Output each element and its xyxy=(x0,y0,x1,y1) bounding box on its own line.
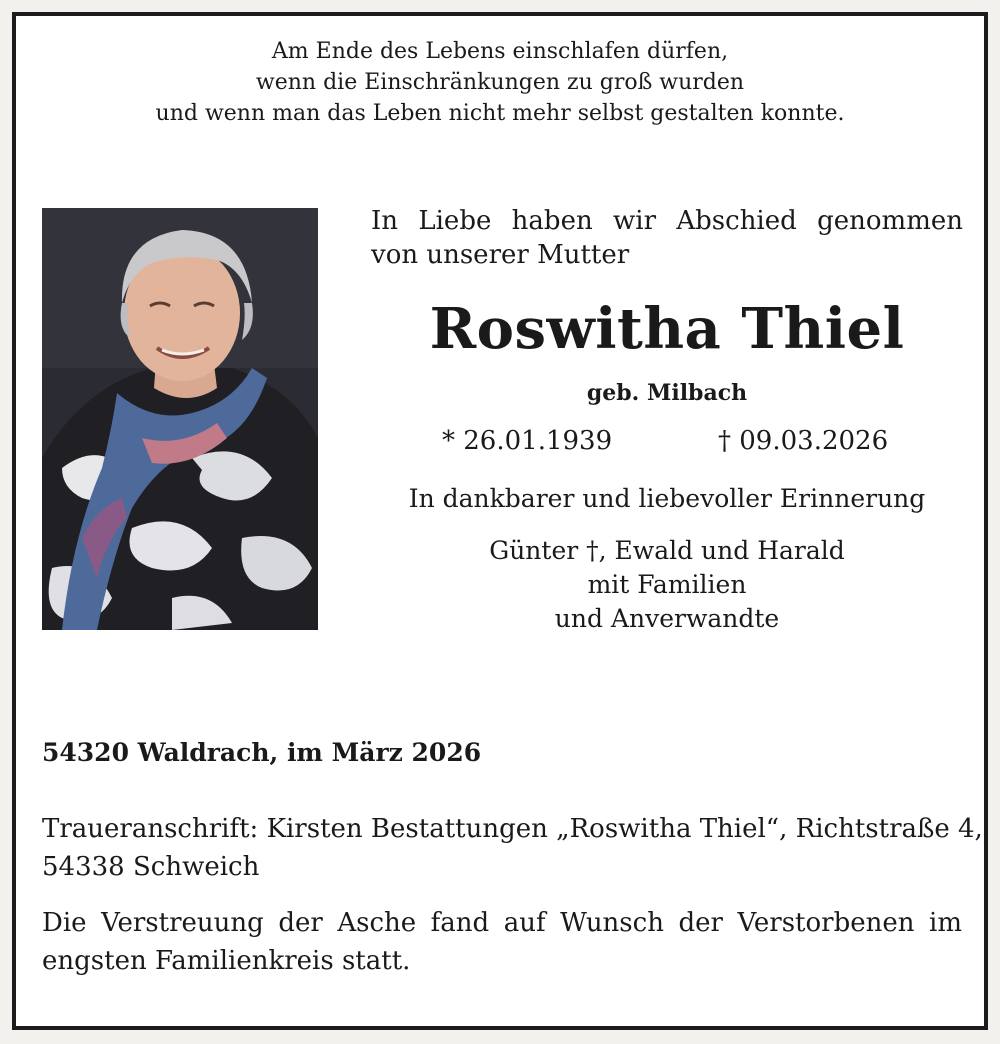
maiden-name: geb. Milbach xyxy=(586,380,748,406)
poem-line-2: wenn die Einschränkungen zu groß wurden xyxy=(255,70,745,95)
birth-date: * 26.01.1939 xyxy=(442,426,613,456)
family-signature xyxy=(371,534,963,636)
remembrance-line: In dankbarer und liebevoller Erinnerung xyxy=(408,484,926,513)
poem-line-1: Am Ende des Lebens einschlafen dürfen, xyxy=(271,39,729,64)
place-name: 54320 Waldrach xyxy=(42,738,270,767)
ashes-line-2: engsten Familienkreis statt. xyxy=(42,946,411,976)
poem-line-3: und wenn man das Leben nicht mehr selbst gestalten konnte. xyxy=(155,101,845,126)
address-line-1: Traueranschrift: Kirsten Bestattungen „Roswitha Thiel“, Richtstraße 4, xyxy=(42,814,983,844)
opening-poem xyxy=(16,36,984,129)
intro-line-2: von unserer Mutter xyxy=(371,240,630,270)
ashes-notice xyxy=(42,904,962,980)
place-date xyxy=(42,738,481,767)
obituary-card xyxy=(12,12,988,1030)
intro-text xyxy=(371,204,963,272)
family-line-1: Günter †, Ewald und Harald xyxy=(489,536,845,565)
family-line-3: und Anverwandte xyxy=(554,604,780,633)
deceased-name: Roswitha Thiel xyxy=(429,296,905,362)
portrait-photo xyxy=(42,208,318,630)
intro-line-1: In Liebe haben wir Abschied genommen xyxy=(371,206,963,236)
family-line-2: mit Familien xyxy=(587,570,747,599)
mourning-address xyxy=(42,810,983,886)
place-date-text: , im März 2026 xyxy=(269,738,482,767)
ashes-line-1: Die Verstreuung der Asche fand auf Wunsch der Verstorbenen im xyxy=(42,908,962,938)
address-line-2: 54338 Schweich xyxy=(42,852,260,882)
death-date: † 09.03.2026 xyxy=(718,426,889,456)
